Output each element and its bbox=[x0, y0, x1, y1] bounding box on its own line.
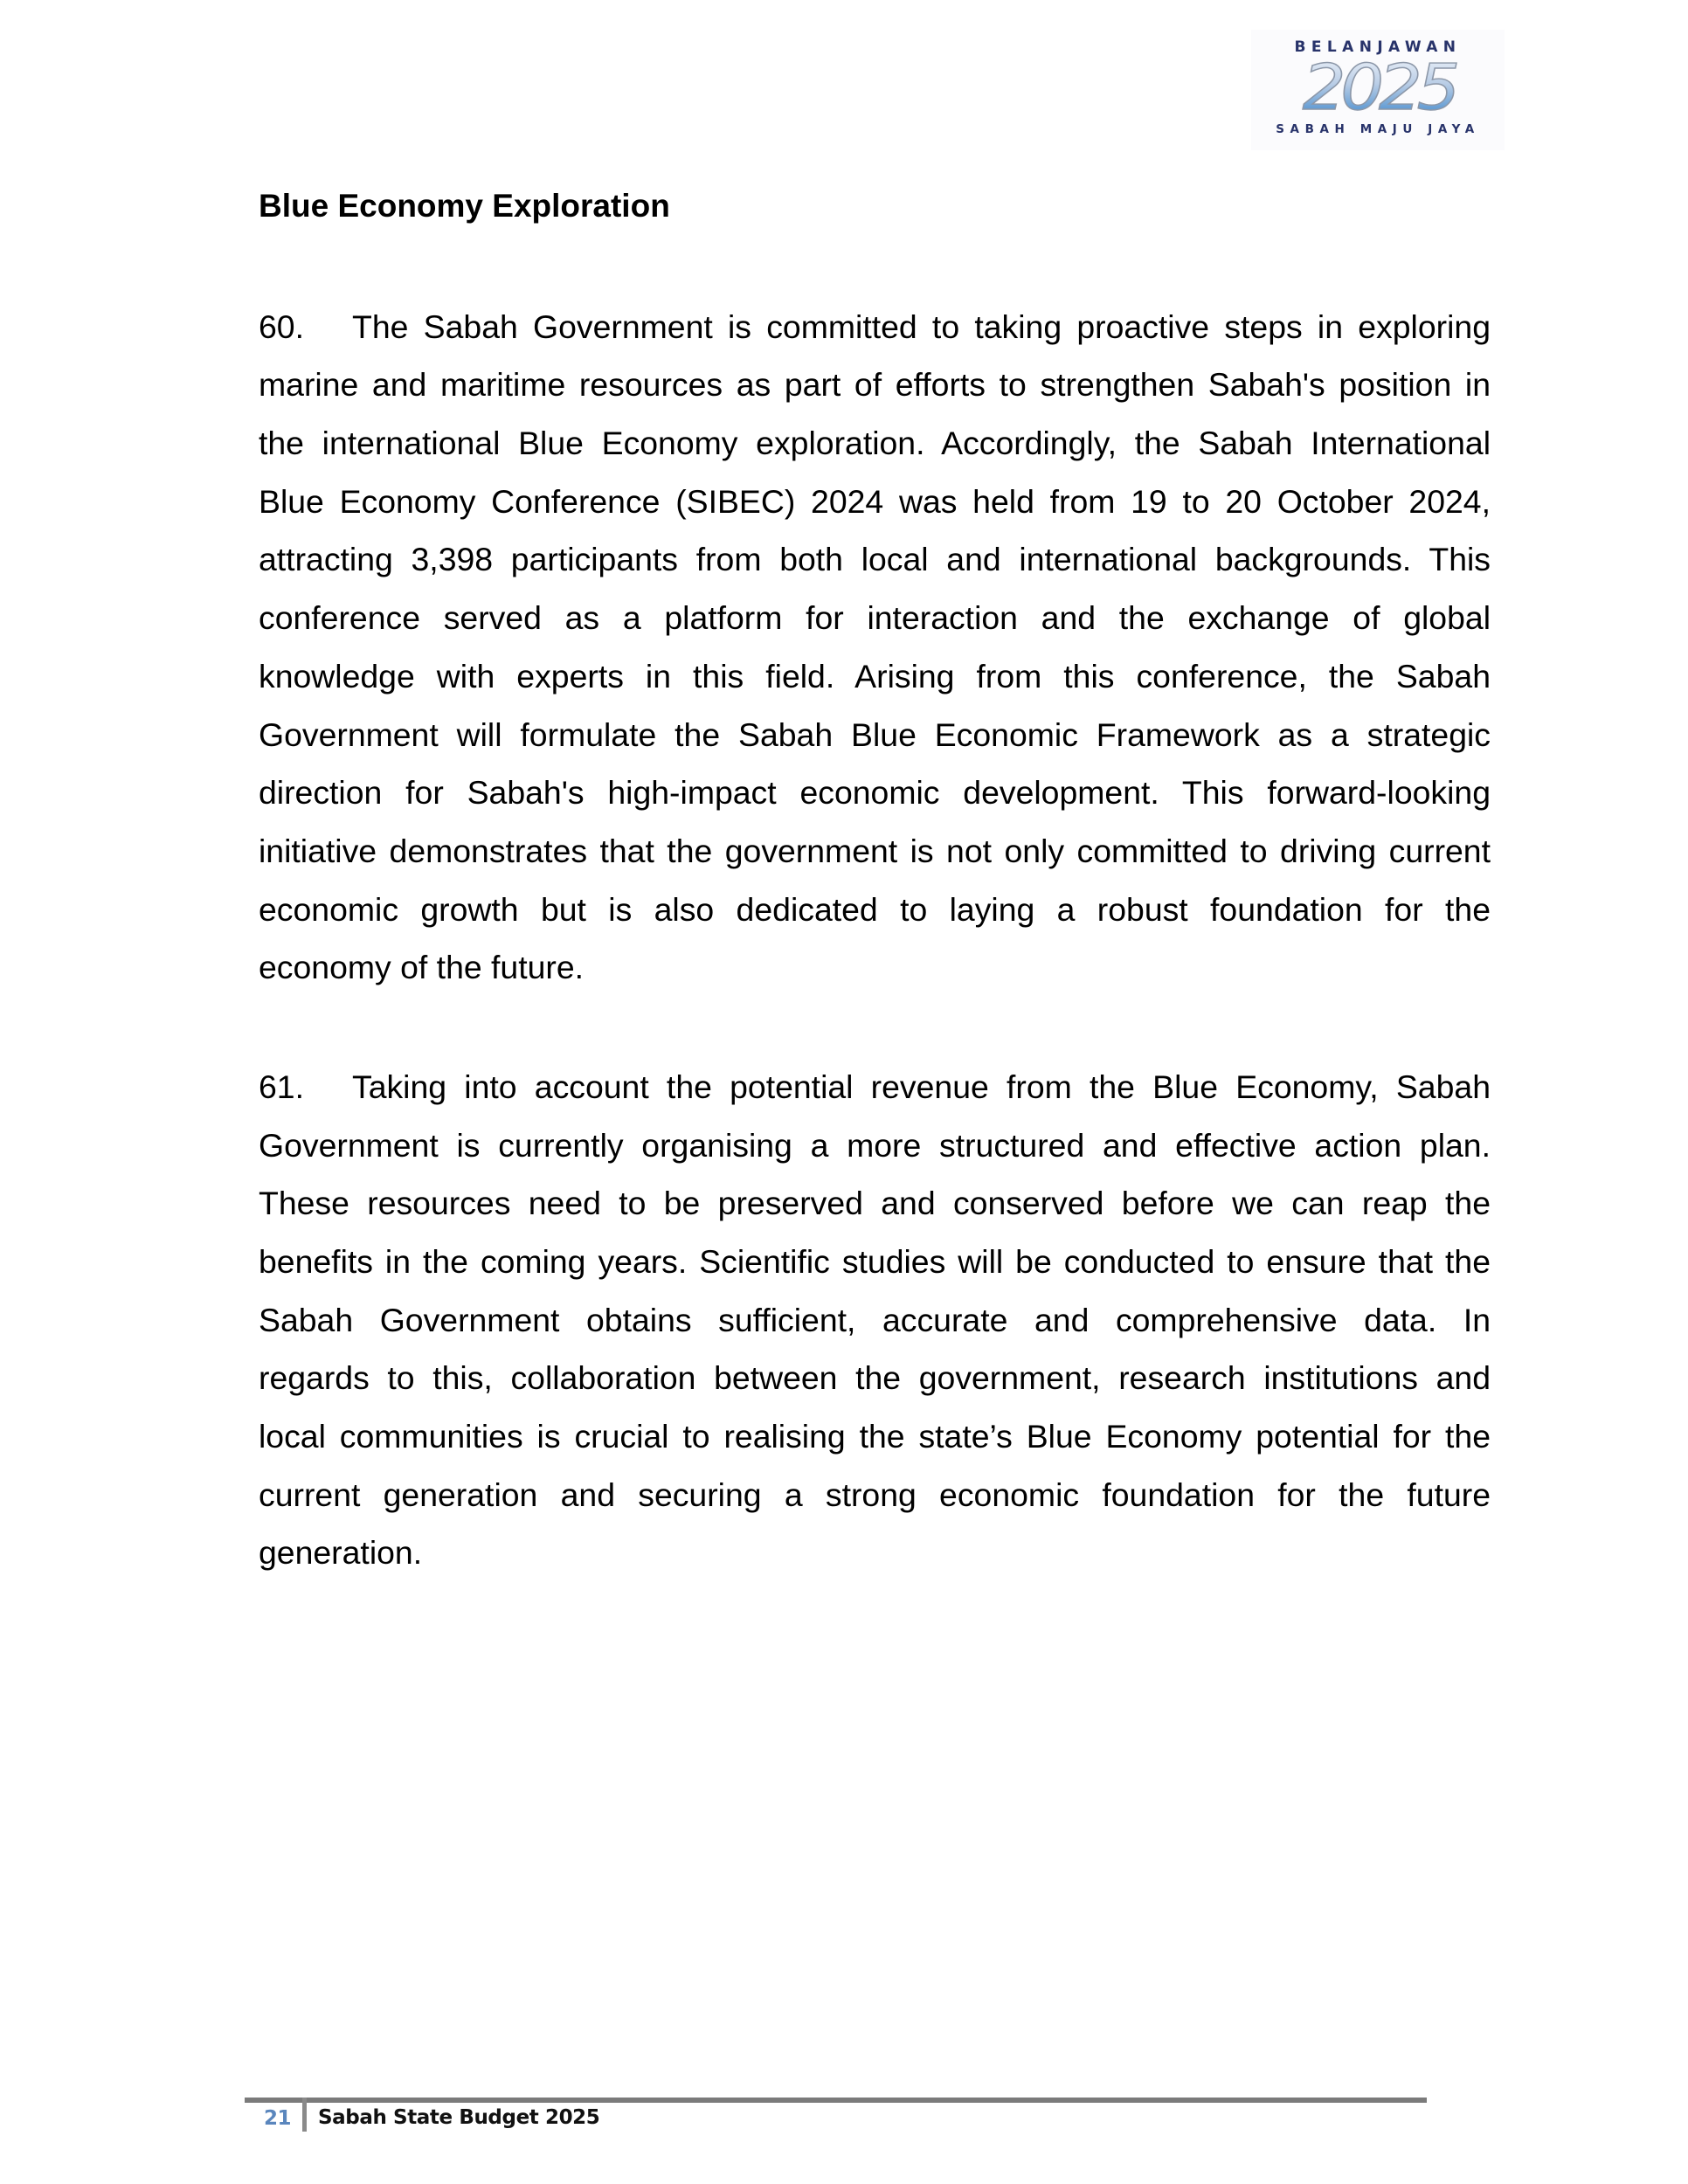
line-text: initiative demonstrates that the government is not only committed to driving current bbox=[259, 832, 1491, 869]
line-text: These resources need to be preserved and conserved before we can reap the bbox=[259, 1185, 1491, 1222]
paragraph-line bbox=[259, 938, 1491, 997]
paragraph-line bbox=[259, 1058, 1491, 1116]
paragraph-line bbox=[259, 764, 1491, 822]
footer-divider bbox=[302, 2098, 307, 2132]
line-text: economic growth but is also dedicated to laying a robust foundation for the bbox=[259, 890, 1491, 928]
document-body bbox=[259, 177, 1491, 1643]
paragraph-line bbox=[259, 1524, 1491, 1582]
budget-2025-logo bbox=[1251, 30, 1505, 150]
line-text: attracting 3,398 participants from both local and international backgrounds. This bbox=[259, 541, 1491, 578]
paragraph-line bbox=[259, 298, 1491, 356]
line-text: generation. bbox=[259, 1534, 423, 1572]
paragraph-line bbox=[259, 473, 1491, 531]
paragraph-line bbox=[259, 822, 1491, 881]
paragraph-line bbox=[259, 1349, 1491, 1407]
logo-top-word: BELANJAWAN bbox=[1294, 38, 1462, 56]
paragraph-line bbox=[259, 1233, 1491, 1291]
line-text: local communities is crucial to realising the state’s Blue Economy potential for the bbox=[259, 1418, 1491, 1455]
line-text: current generation and securing a strong economic foundation for the future bbox=[259, 1476, 1491, 1513]
paragraph-number: 61. bbox=[259, 1068, 304, 1105]
logo-year-graphic bbox=[1277, 61, 1480, 119]
paragraph-line bbox=[259, 1116, 1491, 1175]
line-text: Blue Economy Conference (SIBEC) 2024 was held from 19 to 20 October 2024, bbox=[259, 482, 1491, 520]
line-text: conference served as a platform for interaction and the exchange of global bbox=[259, 599, 1491, 637]
paragraph-line bbox=[259, 356, 1491, 414]
paragraph-61 bbox=[259, 1058, 1491, 1582]
paragraph-line bbox=[259, 530, 1491, 589]
line-text: marine and maritime resources as part of efforts to strengthen Sabah's position in bbox=[259, 366, 1491, 404]
paragraph-line bbox=[259, 647, 1491, 706]
line-text: Taking into account the potential revenue from the Blue Economy, Sabah bbox=[352, 1068, 1491, 1105]
line-text: direction for Sabah's high-impact economic development. This forward-looking bbox=[259, 774, 1491, 812]
line-text: regards to this, collaboration between the government, research institutions and bbox=[259, 1359, 1491, 1397]
paragraph-number: 60. bbox=[259, 308, 304, 345]
line-text: The Sabah Government is committed to taking proactive steps in exploring bbox=[352, 308, 1491, 345]
line-text: economy of the future. bbox=[259, 949, 585, 986]
logo-tagline: SABAH MAJU JAYA bbox=[1276, 122, 1480, 136]
logo-year: 2025 bbox=[1302, 61, 1456, 119]
paragraph-line bbox=[259, 1174, 1491, 1233]
line-text: Sabah Government obtains sufficient, accurate and comprehensive data. In bbox=[259, 1301, 1491, 1338]
paragraph-line bbox=[259, 881, 1491, 939]
line-text: Government will formulate the Sabah Blue Economic Framework as a strategic bbox=[259, 715, 1491, 753]
line-text: knowledge with experts in this field. Arising from this conference, the Sabah bbox=[259, 657, 1491, 695]
line-text: Government is currently organising a more structured and effective action plan. bbox=[259, 1126, 1491, 1164]
paragraph-line bbox=[259, 1407, 1491, 1466]
footer-rule bbox=[245, 2098, 1427, 2103]
paragraph-line bbox=[259, 589, 1491, 647]
footer-title: Sabah State Budget 2025 bbox=[318, 2106, 600, 2129]
page-number: 21 bbox=[264, 2107, 292, 2130]
line-text: the international Blue Economy exploration. Accordingly, the Sabah International bbox=[259, 425, 1491, 462]
section-heading: Blue Economy Exploration bbox=[259, 188, 670, 224]
paragraph-line bbox=[259, 706, 1491, 764]
line-text: benefits in the coming years. Scientific studies will be conducted to ensure that the bbox=[259, 1243, 1491, 1280]
paragraph-60 bbox=[259, 298, 1491, 997]
paragraph-line bbox=[259, 1466, 1491, 1524]
paragraph-line bbox=[259, 414, 1491, 473]
paragraph-line bbox=[259, 1291, 1491, 1350]
